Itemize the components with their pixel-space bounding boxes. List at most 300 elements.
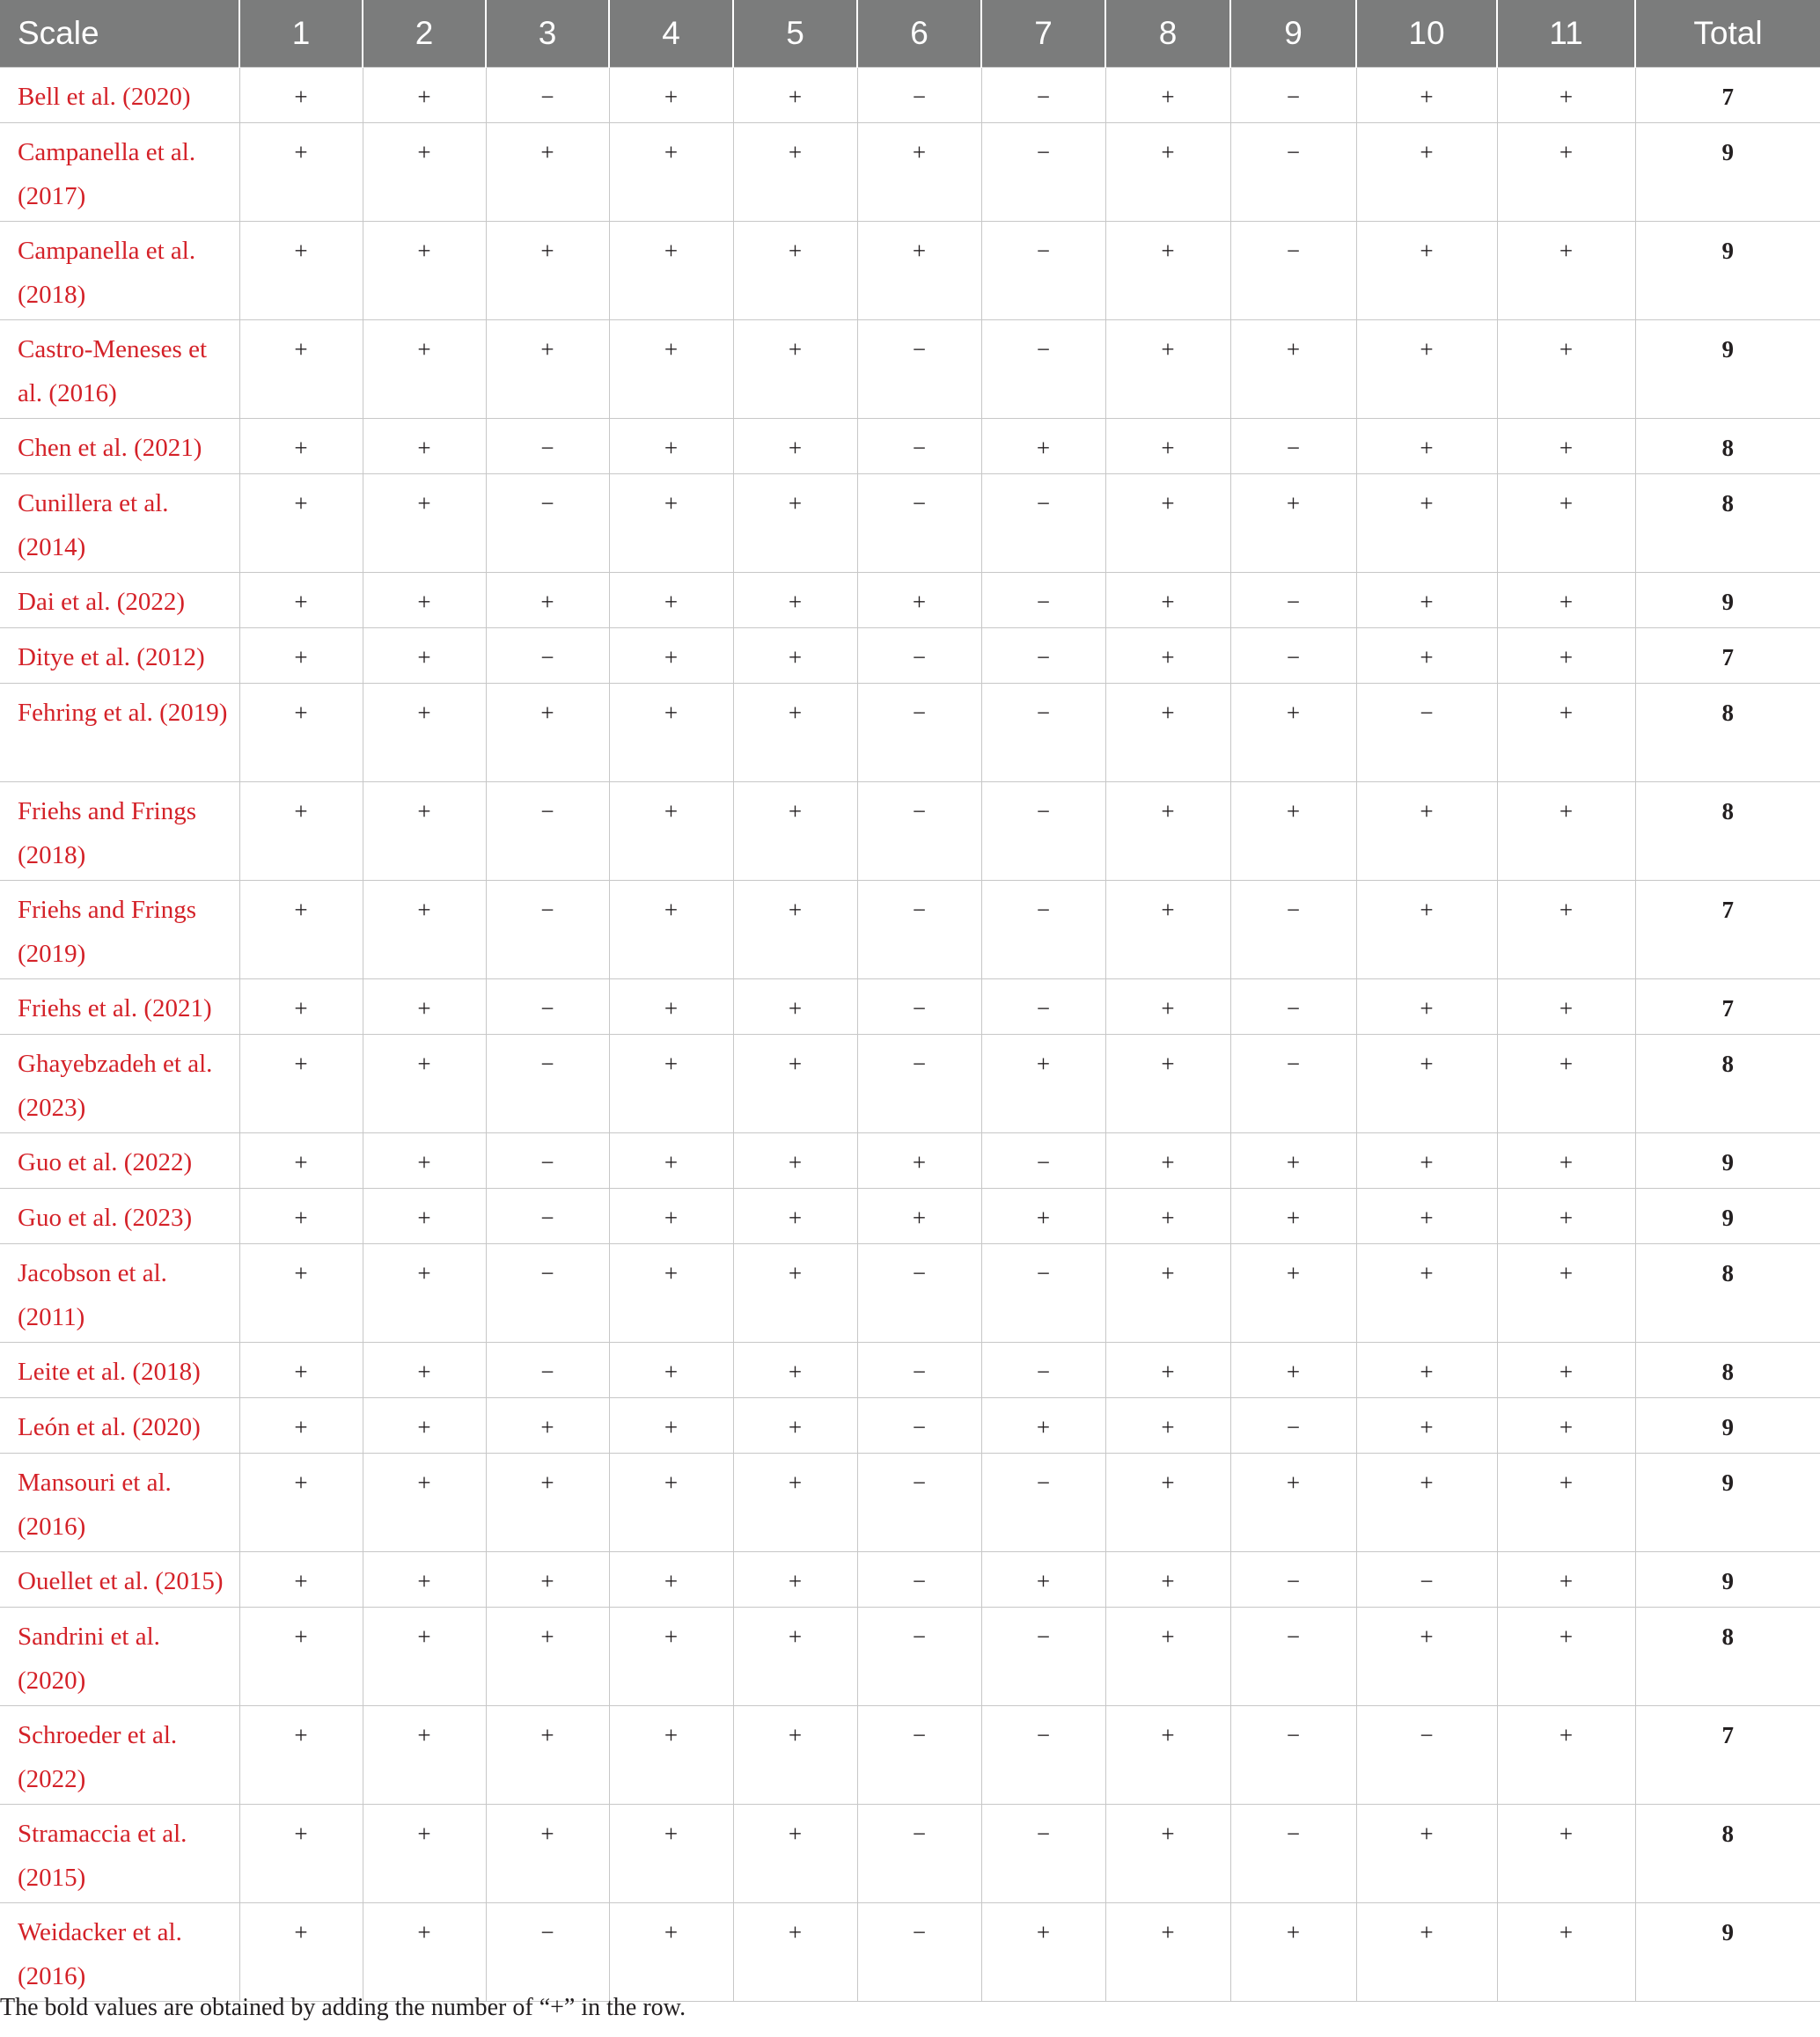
criterion-mark-cell: −: [486, 68, 609, 123]
criterion-mark-cell: −: [486, 1133, 609, 1189]
criterion-mark-cell: +: [363, 1608, 486, 1706]
table-row: [0, 1189, 1820, 1244]
column-header-total: Total: [1635, 0, 1820, 68]
criterion-mark-cell: −: [981, 222, 1105, 320]
total-score-cell: 7: [1635, 1706, 1820, 1805]
criterion-mark-cell: +: [363, 1805, 486, 1903]
criterion-mark-cell: +: [1105, 1133, 1230, 1189]
criterion-mark-cell: −: [857, 1706, 981, 1805]
criterion-mark-cell: −: [857, 1805, 981, 1903]
criterion-mark-cell: +: [1230, 474, 1356, 573]
criterion-mark-cell: +: [363, 1244, 486, 1343]
criterion-mark-cell: −: [1230, 419, 1356, 474]
criterion-mark-cell: −: [1230, 1608, 1356, 1706]
criterion-mark-cell: +: [1356, 1133, 1497, 1189]
criterion-mark-cell: +: [981, 1035, 1105, 1133]
criterion-mark-cell: +: [857, 222, 981, 320]
table-row: [0, 1133, 1820, 1189]
criterion-mark-cell: −: [857, 628, 981, 684]
criterion-mark-cell: +: [981, 419, 1105, 474]
criterion-mark-cell: −: [981, 1343, 1105, 1398]
criterion-mark-cell: +: [733, 1244, 857, 1343]
criterion-mark-cell: +: [1356, 68, 1497, 123]
criterion-mark-cell: +: [609, 474, 733, 573]
criterion-mark-cell: +: [1356, 123, 1497, 222]
criterion-mark-cell: +: [857, 1133, 981, 1189]
criterion-mark-cell: +: [1356, 320, 1497, 419]
criterion-mark-cell: +: [239, 628, 363, 684]
criterion-mark-cell: +: [486, 1608, 609, 1706]
criterion-mark-cell: +: [733, 979, 857, 1035]
criterion-mark-cell: +: [733, 1398, 857, 1454]
criterion-mark-cell: −: [857, 1343, 981, 1398]
total-score-cell: 8: [1635, 1805, 1820, 1903]
criterion-mark-cell: −: [486, 979, 609, 1035]
criterion-mark-cell: +: [609, 1608, 733, 1706]
criterion-mark-cell: +: [1230, 1903, 1356, 2002]
criterion-mark-cell: +: [609, 320, 733, 419]
criterion-mark-cell: −: [1230, 1805, 1356, 1903]
criterion-mark-cell: +: [239, 123, 363, 222]
total-score-cell: 9: [1635, 1552, 1820, 1608]
study-citation-link[interactable]: León et al. (2020): [0, 1398, 239, 1454]
table-row: [0, 1398, 1820, 1454]
criterion-mark-cell: +: [1356, 474, 1497, 573]
criterion-mark-cell: +: [363, 68, 486, 123]
criterion-mark-cell: −: [486, 1343, 609, 1398]
criterion-mark-cell: −: [981, 979, 1105, 1035]
criterion-mark-cell: +: [363, 1189, 486, 1244]
column-header-item-1: 1: [239, 0, 363, 68]
table-row: [0, 684, 1820, 782]
criterion-mark-cell: +: [363, 881, 486, 979]
criterion-mark-cell: +: [1497, 68, 1635, 123]
criterion-mark-cell: +: [1105, 1398, 1230, 1454]
criterion-mark-cell: +: [1105, 1189, 1230, 1244]
total-score-cell: 8: [1635, 782, 1820, 881]
criterion-mark-cell: −: [1230, 68, 1356, 123]
column-header-item-8: 8: [1105, 0, 1230, 68]
criterion-mark-cell: +: [733, 628, 857, 684]
criterion-mark-cell: +: [363, 123, 486, 222]
criterion-mark-cell: −: [981, 782, 1105, 881]
total-score-cell: 8: [1635, 474, 1820, 573]
criterion-mark-cell: +: [1105, 320, 1230, 419]
criterion-mark-cell: +: [609, 419, 733, 474]
criterion-mark-cell: −: [981, 1244, 1105, 1343]
criterion-mark-cell: +: [1497, 474, 1635, 573]
criterion-mark-cell: +: [1105, 684, 1230, 782]
criterion-mark-cell: +: [609, 222, 733, 320]
criterion-mark-cell: +: [733, 1805, 857, 1903]
total-score-cell: 7: [1635, 881, 1820, 979]
criterion-mark-cell: +: [857, 573, 981, 628]
criterion-mark-cell: +: [733, 123, 857, 222]
criterion-mark-cell: +: [609, 1343, 733, 1398]
criterion-mark-cell: +: [486, 222, 609, 320]
criterion-mark-cell: −: [981, 684, 1105, 782]
criterion-mark-cell: +: [486, 123, 609, 222]
criterion-mark-cell: +: [1230, 1454, 1356, 1552]
criterion-mark-cell: +: [733, 782, 857, 881]
criterion-mark-cell: +: [1230, 684, 1356, 782]
criterion-mark-cell: +: [363, 474, 486, 573]
table-row: [0, 1805, 1820, 1903]
criterion-mark-cell: +: [363, 628, 486, 684]
criterion-mark-cell: +: [1497, 881, 1635, 979]
criterion-mark-cell: −: [981, 68, 1105, 123]
criterion-mark-cell: −: [857, 782, 981, 881]
total-score-cell: 8: [1635, 1244, 1820, 1343]
criterion-mark-cell: −: [857, 881, 981, 979]
table-row: [0, 881, 1820, 979]
criterion-mark-cell: +: [363, 1454, 486, 1552]
criterion-mark-cell: −: [486, 1035, 609, 1133]
criterion-mark-cell: +: [1105, 68, 1230, 123]
criterion-mark-cell: +: [1356, 1903, 1497, 2002]
criterion-mark-cell: +: [981, 1552, 1105, 1608]
criterion-mark-cell: +: [733, 1454, 857, 1552]
criterion-mark-cell: +: [733, 474, 857, 573]
total-score-cell: 9: [1635, 320, 1820, 419]
table-row: [0, 222, 1820, 320]
criterion-mark-cell: −: [486, 1189, 609, 1244]
criterion-mark-cell: +: [733, 1608, 857, 1706]
study-citation-link[interactable]: Guo et al. (2023): [0, 1189, 239, 1244]
criterion-mark-cell: +: [609, 881, 733, 979]
criterion-mark-cell: −: [857, 1244, 981, 1343]
criterion-mark-cell: +: [1356, 1035, 1497, 1133]
study-citation-link[interactable]: Cunillera et al. (2014): [0, 474, 239, 573]
criterion-mark-cell: +: [609, 1133, 733, 1189]
criterion-mark-cell: +: [239, 1244, 363, 1343]
study-citation-link[interactable]: Stramaccia et al. (2015): [0, 1805, 239, 1903]
criterion-mark-cell: +: [486, 1454, 609, 1552]
criterion-mark-cell: +: [733, 222, 857, 320]
criterion-mark-cell: −: [1230, 1706, 1356, 1805]
criterion-mark-cell: +: [733, 1903, 857, 2002]
column-header-item-4: 4: [609, 0, 733, 68]
criterion-mark-cell: −: [1230, 222, 1356, 320]
criterion-mark-cell: +: [363, 419, 486, 474]
criterion-mark-cell: +: [1356, 1343, 1497, 1398]
table-row: [0, 123, 1820, 222]
criterion-mark-cell: +: [1230, 1343, 1356, 1398]
criterion-mark-cell: −: [1230, 1398, 1356, 1454]
table-row: [0, 474, 1820, 573]
criterion-mark-cell: +: [486, 320, 609, 419]
study-citation-link[interactable]: Castro-Meneses et al. (2016): [0, 320, 239, 419]
criterion-mark-cell: +: [363, 1552, 486, 1608]
criterion-mark-cell: +: [1497, 1035, 1635, 1133]
table-row: [0, 628, 1820, 684]
criterion-mark-cell: +: [1356, 222, 1497, 320]
study-citation-link[interactable]: Dai et al. (2022): [0, 573, 239, 628]
criterion-mark-cell: +: [363, 782, 486, 881]
criterion-mark-cell: +: [1230, 1133, 1356, 1189]
criterion-mark-cell: +: [363, 684, 486, 782]
total-score-cell: 9: [1635, 1454, 1820, 1552]
criterion-mark-cell: +: [1105, 419, 1230, 474]
criterion-mark-cell: +: [363, 1343, 486, 1398]
criterion-mark-cell: +: [1105, 222, 1230, 320]
table-row: [0, 320, 1820, 419]
criterion-mark-cell: +: [1105, 628, 1230, 684]
criterion-mark-cell: +: [1105, 881, 1230, 979]
criterion-mark-cell: −: [1230, 1035, 1356, 1133]
criterion-mark-cell: +: [609, 1035, 733, 1133]
criterion-mark-cell: +: [1497, 123, 1635, 222]
total-score-cell: 9: [1635, 1133, 1820, 1189]
criterion-mark-cell: −: [981, 474, 1105, 573]
table-row: [0, 782, 1820, 881]
criterion-mark-cell: +: [857, 1189, 981, 1244]
criterion-mark-cell: +: [1356, 419, 1497, 474]
criterion-mark-cell: +: [609, 573, 733, 628]
criterion-mark-cell: +: [239, 1189, 363, 1244]
criterion-mark-cell: +: [1497, 1608, 1635, 1706]
criterion-mark-cell: +: [363, 1398, 486, 1454]
criterion-mark-cell: −: [981, 1454, 1105, 1552]
criterion-mark-cell: −: [857, 474, 981, 573]
criterion-mark-cell: +: [733, 573, 857, 628]
table-row: [0, 419, 1820, 474]
criterion-mark-cell: +: [363, 573, 486, 628]
criterion-mark-cell: +: [1497, 419, 1635, 474]
criterion-mark-cell: +: [1105, 782, 1230, 881]
criterion-mark-cell: −: [857, 68, 981, 123]
criterion-mark-cell: −: [857, 320, 981, 419]
criterion-mark-cell: +: [1497, 684, 1635, 782]
table-row: [0, 1035, 1820, 1133]
criterion-mark-cell: +: [239, 881, 363, 979]
table-row: [0, 1343, 1820, 1398]
criterion-mark-cell: +: [239, 1805, 363, 1903]
criterion-mark-cell: +: [609, 1805, 733, 1903]
criterion-mark-cell: +: [733, 419, 857, 474]
criterion-mark-cell: +: [1497, 1343, 1635, 1398]
criterion-mark-cell: +: [1356, 881, 1497, 979]
criterion-mark-cell: +: [363, 320, 486, 419]
total-score-cell: 9: [1635, 1398, 1820, 1454]
criterion-mark-cell: +: [1497, 573, 1635, 628]
criterion-mark-cell: +: [1105, 474, 1230, 573]
criterion-mark-cell: +: [609, 1398, 733, 1454]
criterion-mark-cell: −: [1230, 628, 1356, 684]
criterion-mark-cell: −: [486, 782, 609, 881]
criterion-mark-cell: +: [1497, 320, 1635, 419]
criterion-mark-cell: +: [1356, 1244, 1497, 1343]
criterion-mark-cell: +: [1497, 1805, 1635, 1903]
table-row: [0, 1706, 1820, 1805]
criterion-mark-cell: +: [486, 1398, 609, 1454]
criterion-mark-cell: +: [609, 123, 733, 222]
criterion-mark-cell: +: [733, 684, 857, 782]
criterion-mark-cell: +: [1497, 1454, 1635, 1552]
criterion-mark-cell: +: [1105, 979, 1230, 1035]
study-citation-link[interactable]: Fehring et al. (2019): [0, 684, 239, 782]
criterion-mark-cell: +: [1105, 123, 1230, 222]
table-footnote: The bold values are obtained by adding the number of “+” in the row.: [0, 1994, 686, 2021]
criterion-mark-cell: −: [486, 1244, 609, 1343]
total-score-cell: 7: [1635, 628, 1820, 684]
total-score-cell: 9: [1635, 1903, 1820, 2002]
study-citation-link[interactable]: Friehs and Frings (2019): [0, 881, 239, 979]
criterion-mark-cell: +: [1497, 1244, 1635, 1343]
criterion-mark-cell: +: [239, 68, 363, 123]
study-citation-link[interactable]: Leite et al. (2018): [0, 1343, 239, 1398]
table-row: [0, 979, 1820, 1035]
table-row: [0, 1608, 1820, 1706]
total-score-cell: 9: [1635, 222, 1820, 320]
criterion-mark-cell: +: [981, 1398, 1105, 1454]
criterion-mark-cell: +: [1230, 1189, 1356, 1244]
criterion-mark-cell: −: [857, 1608, 981, 1706]
criterion-mark-cell: −: [1230, 979, 1356, 1035]
criterion-mark-cell: +: [733, 1706, 857, 1805]
criterion-mark-cell: +: [486, 573, 609, 628]
criterion-mark-cell: −: [486, 881, 609, 979]
criterion-mark-cell: +: [239, 1343, 363, 1398]
criterion-mark-cell: −: [1230, 573, 1356, 628]
study-citation-link[interactable]: Ditye et al. (2012): [0, 628, 239, 684]
criterion-mark-cell: −: [981, 1133, 1105, 1189]
study-citation-link[interactable]: Sandrini et al. (2020): [0, 1608, 239, 1706]
criterion-mark-cell: +: [1497, 1552, 1635, 1608]
study-citation-link[interactable]: Bell et al. (2020): [0, 68, 239, 123]
total-score-cell: 8: [1635, 1035, 1820, 1133]
criterion-mark-cell: +: [1356, 1805, 1497, 1903]
criterion-mark-cell: +: [239, 1706, 363, 1805]
criterion-mark-cell: −: [1356, 1552, 1497, 1608]
table-row: [0, 68, 1820, 123]
criterion-mark-cell: −: [857, 979, 981, 1035]
criterion-mark-cell: +: [239, 573, 363, 628]
total-score-cell: 8: [1635, 684, 1820, 782]
total-score-cell: 8: [1635, 1343, 1820, 1398]
table-row: [0, 573, 1820, 628]
study-citation-link[interactable]: Guo et al. (2022): [0, 1133, 239, 1189]
criterion-mark-cell: +: [1356, 782, 1497, 881]
study-citation-link[interactable]: Ouellet et al. (2015): [0, 1552, 239, 1608]
total-score-cell: 8: [1635, 419, 1820, 474]
column-header-item-2: 2: [363, 0, 486, 68]
criterion-mark-cell: −: [857, 1552, 981, 1608]
criterion-mark-cell: +: [1497, 782, 1635, 881]
criterion-mark-cell: −: [981, 1608, 1105, 1706]
criterion-mark-cell: +: [857, 123, 981, 222]
criterion-mark-cell: +: [239, 1398, 363, 1454]
criterion-mark-cell: +: [239, 1133, 363, 1189]
criterion-mark-cell: +: [239, 1454, 363, 1552]
criterion-mark-cell: +: [486, 1805, 609, 1903]
criterion-mark-cell: +: [1356, 1189, 1497, 1244]
column-header-item-6: 6: [857, 0, 981, 68]
criterion-mark-cell: +: [239, 1903, 363, 2002]
criterion-mark-cell: +: [609, 1454, 733, 1552]
criterion-mark-cell: +: [1497, 1189, 1635, 1244]
criterion-mark-cell: +: [363, 1903, 486, 2002]
criterion-mark-cell: +: [609, 1189, 733, 1244]
criterion-mark-cell: +: [486, 684, 609, 782]
criterion-mark-cell: +: [239, 782, 363, 881]
criterion-mark-cell: −: [1230, 881, 1356, 979]
criterion-mark-cell: +: [1230, 320, 1356, 419]
criterion-mark-cell: +: [1356, 573, 1497, 628]
criterion-mark-cell: −: [857, 419, 981, 474]
criterion-mark-cell: +: [1105, 1706, 1230, 1805]
criterion-mark-cell: +: [609, 1552, 733, 1608]
criterion-mark-cell: +: [733, 1133, 857, 1189]
criterion-mark-cell: +: [609, 1244, 733, 1343]
criterion-mark-cell: −: [1356, 684, 1497, 782]
criterion-mark-cell: −: [1230, 123, 1356, 222]
study-citation-link[interactable]: Ghayebzadeh et al. (2023): [0, 1035, 239, 1133]
criterion-mark-cell: +: [1497, 1398, 1635, 1454]
criterion-mark-cell: +: [1105, 1805, 1230, 1903]
criterion-mark-cell: +: [1356, 1608, 1497, 1706]
criterion-mark-cell: +: [609, 684, 733, 782]
study-citation-link[interactable]: Schroeder et al. (2022): [0, 1706, 239, 1805]
table-row: [0, 1454, 1820, 1552]
study-citation-link[interactable]: Friehs and Frings (2018): [0, 782, 239, 881]
criterion-mark-cell: +: [609, 1903, 733, 2002]
criterion-mark-cell: +: [733, 881, 857, 979]
study-citation-link[interactable]: Friehs et al. (2021): [0, 979, 239, 1035]
column-header-item-10: 10: [1356, 0, 1497, 68]
total-score-cell: 9: [1635, 573, 1820, 628]
criterion-mark-cell: +: [1105, 1903, 1230, 2002]
study-citation-link[interactable]: Chen et al. (2021): [0, 419, 239, 474]
criterion-mark-cell: +: [239, 1608, 363, 1706]
criterion-mark-cell: −: [857, 684, 981, 782]
table-header-row: [0, 0, 1820, 68]
criterion-mark-cell: +: [363, 222, 486, 320]
criterion-mark-cell: +: [1105, 1454, 1230, 1552]
criterion-mark-cell: +: [363, 1035, 486, 1133]
criterion-mark-cell: +: [486, 1552, 609, 1608]
criterion-mark-cell: +: [1105, 1608, 1230, 1706]
criterion-mark-cell: −: [981, 881, 1105, 979]
study-citation-link[interactable]: Mansouri et al. (2016): [0, 1454, 239, 1552]
column-header-scale: Scale: [0, 0, 239, 68]
criterion-mark-cell: +: [1497, 1133, 1635, 1189]
criterion-mark-cell: +: [1230, 782, 1356, 881]
criterion-mark-cell: +: [1497, 1706, 1635, 1805]
criterion-mark-cell: +: [1105, 1244, 1230, 1343]
criterion-mark-cell: +: [1497, 1903, 1635, 2002]
criterion-mark-cell: +: [1230, 1244, 1356, 1343]
study-citation-link[interactable]: Weidacker et al. (2016): [0, 1903, 239, 2002]
total-score-cell: 7: [1635, 68, 1820, 123]
criterion-mark-cell: −: [486, 474, 609, 573]
criterion-mark-cell: +: [981, 1189, 1105, 1244]
criterion-mark-cell: +: [1356, 1454, 1497, 1552]
criterion-mark-cell: +: [1105, 573, 1230, 628]
criterion-mark-cell: +: [1105, 1035, 1230, 1133]
criterion-mark-cell: −: [981, 628, 1105, 684]
criterion-mark-cell: +: [363, 1133, 486, 1189]
criterion-mark-cell: +: [733, 1343, 857, 1398]
criterion-mark-cell: +: [239, 222, 363, 320]
criterion-mark-cell: +: [1356, 979, 1497, 1035]
criterion-mark-cell: −: [857, 1903, 981, 2002]
study-citation-link[interactable]: Campanella et al. (2018): [0, 222, 239, 320]
study-citation-link[interactable]: Jacobson et al. (2011): [0, 1244, 239, 1343]
criterion-mark-cell: +: [609, 628, 733, 684]
study-citation-link[interactable]: Campanella et al. (2017): [0, 123, 239, 222]
column-header-item-11: 11: [1497, 0, 1635, 68]
